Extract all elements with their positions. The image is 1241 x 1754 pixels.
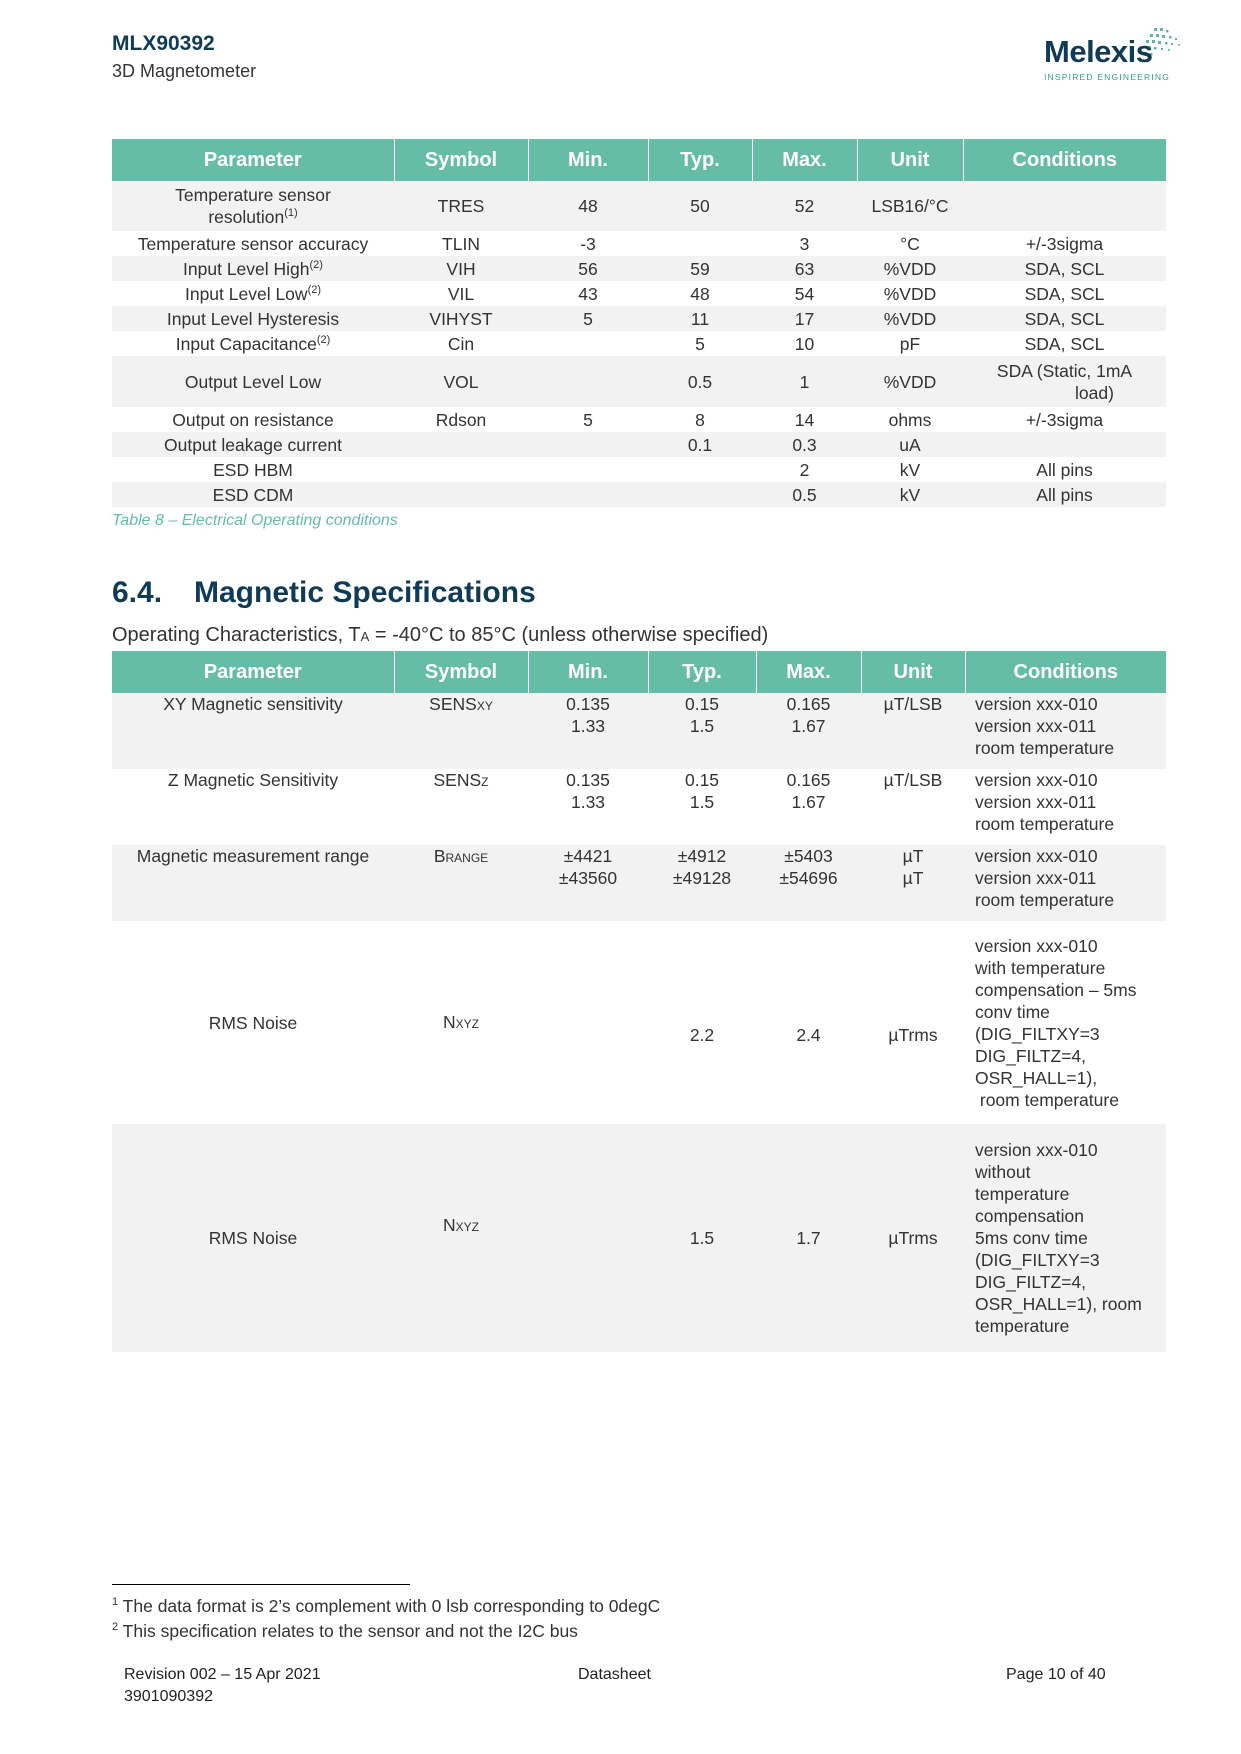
table-row (112, 1124, 1166, 1352)
conditions-cell (965, 921, 1166, 1124)
col-header-typ: Typ. (648, 139, 752, 181)
max-cell: 2 (799, 459, 810, 480)
conditions-line: (DIG_FILTXY=3 (975, 1023, 1100, 1044)
typ-cell: 48 (690, 283, 710, 304)
unit-value: µT (902, 846, 924, 866)
melexis-logo (1040, 26, 1190, 86)
electrical-operating-conditions-table (112, 139, 1166, 507)
param-text: Output leakage current (163, 434, 343, 455)
conditions-line: room temperature (975, 738, 1115, 758)
min-value: 0.135 (566, 694, 610, 714)
col-header-max: Max. (752, 139, 857, 181)
footnote-1 (112, 1596, 660, 1617)
col-header-symbol: Symbol (394, 139, 528, 181)
footnote-text: This specification relates to the sensor and not the I2C bus (118, 1621, 578, 1641)
conditions-cell (965, 693, 1166, 769)
logo-wordmark: Melexis (1044, 34, 1153, 69)
max-cell: 1 (752, 356, 857, 407)
symbol-cell (394, 482, 528, 507)
min-cell (528, 356, 648, 407)
conditions-text-line2: load) (1075, 382, 1114, 403)
param-text: Output Level Low (184, 371, 322, 392)
conditions-line: (DIG_FILTXY=3 (975, 1250, 1100, 1270)
unit-value-2: µT (902, 868, 924, 888)
conditions-cell: All pins (963, 482, 1166, 507)
conditions-line: version xxx-010 (975, 770, 1098, 790)
typ-cell: 50 (648, 181, 752, 231)
unit-cell: µTrms (861, 1124, 965, 1352)
symbol-cell (394, 693, 528, 769)
unit-cell: %VDD (883, 283, 937, 304)
param-text: Input Level Low (184, 283, 308, 304)
footer-doc-type: Datasheet (578, 1666, 651, 1683)
typ-cell: 0.1 (648, 432, 752, 457)
symbol-cell: Cin (447, 333, 475, 354)
col-header-parameter: Parameter (112, 651, 394, 693)
table-caption: Table 8 – Electrical Operating conditions (112, 512, 398, 529)
unit-cell (861, 769, 965, 845)
product-title: MLX90392 (112, 32, 215, 55)
footnote-ref: (2) (307, 283, 322, 296)
min-cell (528, 482, 648, 507)
conditions-cell: +/-3sigma (1025, 409, 1104, 430)
footnote-text: The data format is 2’s complement with 0 lsb corresponding to 0degC (118, 1596, 661, 1616)
symbol-text: N (443, 1215, 456, 1235)
min-cell (528, 432, 648, 457)
param-cell: XY Magnetic sensitivity (112, 693, 394, 769)
unit-cell (861, 693, 965, 769)
intro-text: Operating Characteristics, T (112, 624, 361, 646)
conditions-line: temperature (975, 1184, 1070, 1204)
param-cell (112, 356, 394, 407)
col-header-parameter: Parameter (112, 139, 394, 181)
table-row (112, 231, 1166, 256)
conditions-line: compensation (975, 1206, 1084, 1226)
typ-value: 0.15 (684, 770, 720, 790)
footnote-ref: (1) (284, 207, 298, 220)
symbol-cell (394, 845, 528, 921)
conditions-line: version xxx-010 (975, 846, 1098, 866)
symbol-text: SENS (429, 694, 477, 714)
conditions-text: SDA (Static, 1mA (996, 360, 1133, 381)
section-intro (112, 624, 768, 647)
section-heading (112, 576, 536, 610)
unit-cell: %VDD (857, 256, 963, 281)
max-value-2: 1.67 (791, 792, 826, 812)
unit-value: µT/LSB (883, 694, 943, 714)
conditions-cell (963, 356, 1166, 407)
section-title: Magnetic Specifications (194, 576, 536, 609)
conditions-line: without (975, 1162, 1031, 1182)
table-row (112, 845, 1166, 921)
param-cell (112, 281, 394, 306)
conditions-cell (965, 769, 1166, 845)
symbol-subscript: XY (476, 699, 493, 713)
unit-cell: %VDD (857, 356, 963, 407)
col-header-min: Min. (528, 651, 648, 693)
symbol-cell (394, 457, 528, 482)
typ-value-2: ±49128 (672, 868, 732, 888)
symbol-cell (394, 769, 528, 845)
max-cell: 0.5 (752, 482, 857, 507)
conditions-cell: SDA, SCL (1024, 333, 1105, 354)
conditions-cell: SDA, SCL (1024, 283, 1105, 304)
conditions-line: version xxx-010 (975, 935, 1098, 956)
table-row (112, 693, 1166, 769)
unit-cell: kV (857, 482, 963, 507)
conditions-cell (963, 432, 1166, 457)
param-text: Temperature sensor (175, 185, 331, 205)
param-cell (112, 457, 394, 482)
param-cell (112, 306, 394, 331)
table-row (112, 356, 1166, 407)
min-cell: 43 (578, 283, 598, 304)
symbol-cell (394, 432, 528, 457)
typ-value-2: 1.5 (689, 716, 715, 736)
col-header-symbol: Symbol (394, 651, 528, 693)
unit-cell: pF (899, 333, 921, 354)
table-row (112, 256, 1166, 281)
param-cell (112, 181, 394, 231)
conditions-line: DIG_FILTZ=4, (975, 1272, 1087, 1292)
param-cell (112, 256, 394, 281)
param-cell (112, 231, 394, 256)
col-header-min: Min. (528, 139, 648, 181)
typ-cell: 8 (695, 409, 705, 430)
param-cell: Z Magnetic Sensitivity (167, 770, 339, 790)
param-cell (112, 407, 394, 432)
param-cell (112, 432, 394, 457)
max-value-2: ±54696 (779, 868, 838, 888)
footnote-2 (112, 1621, 578, 1642)
symbol-cell (394, 921, 528, 1124)
unit-cell: µTrms (888, 1024, 938, 1045)
min-cell: 56 (528, 256, 648, 281)
max-value: 0.165 (786, 770, 831, 790)
typ-cell: 1.5 (648, 1124, 756, 1352)
typ-cell (648, 693, 756, 769)
symbol-text: B (433, 846, 446, 866)
max-cell (756, 693, 861, 769)
param-cell: Magnetic measurement range (112, 845, 394, 921)
footnote-ref: (2) (309, 258, 323, 271)
conditions-line: room temperature (975, 814, 1115, 834)
conditions-cell: All pins (1036, 459, 1093, 480)
footer-revision: Revision 002 – 15 Apr 2021 (124, 1666, 321, 1683)
max-value: ±5403 (784, 846, 833, 866)
min-cell (528, 845, 648, 921)
conditions-line: DIG_FILTZ=4, (975, 1045, 1087, 1066)
intro-text-rest: = -40°C to 85°C (unless otherwise specified) (369, 624, 769, 646)
param-text: Input Capacitance (175, 333, 317, 354)
param-text: Input Level Hysteresis (166, 308, 340, 329)
symbol-cell: VOL (394, 356, 528, 407)
max-cell: 54 (794, 283, 815, 304)
conditions-line: 5ms conv time (975, 1228, 1088, 1248)
unit-cell: kV (899, 459, 921, 480)
max-cell: 17 (752, 306, 857, 331)
section-number: 6.4. (112, 576, 163, 609)
min-cell (528, 1124, 648, 1352)
typ-cell: 2.2 (689, 1024, 715, 1045)
min-cell: 5 (528, 306, 648, 331)
typ-value-2: 1.5 (689, 792, 715, 812)
min-cell (528, 693, 648, 769)
max-cell: 63 (752, 256, 857, 281)
min-value-2: 1.33 (570, 716, 606, 736)
typ-cell: 11 (648, 306, 752, 331)
conditions-cell (965, 1124, 1166, 1352)
conditions-line: OSR_HALL=1), room (975, 1294, 1142, 1314)
conditions-cell: SDA, SCL (963, 256, 1166, 281)
symbol-cell: Rdson (435, 409, 487, 430)
typ-value: 0.15 (684, 694, 720, 714)
max-cell: 1.7 (756, 1124, 861, 1352)
param-text: ESD HBM (213, 459, 293, 480)
col-header-typ: Typ. (648, 651, 756, 693)
max-cell: 52 (752, 181, 857, 231)
max-cell (756, 769, 861, 845)
footnote-number: 1 (112, 1596, 119, 1609)
max-cell: 2.4 (796, 1024, 821, 1045)
table-header-row (112, 651, 1166, 693)
max-cell: 3 (799, 233, 810, 254)
typ-cell (648, 769, 756, 845)
symbol-cell: TRES (394, 181, 528, 231)
logo-tagline: INSPIRED ENGINEERING (1044, 72, 1171, 82)
col-header-unit: Unit (861, 651, 965, 693)
col-header-unit: Unit (857, 139, 963, 181)
conditions-line: version xxx-010 (975, 694, 1098, 714)
table-row (112, 331, 1166, 356)
symbol-subscript: RANGE (445, 851, 489, 865)
max-value-2: 1.67 (791, 716, 826, 736)
max-cell: 10 (794, 333, 815, 354)
min-value-2: ±43560 (558, 868, 618, 888)
symbol-cell: VIL (447, 283, 475, 304)
symbol-cell: VIHYST (394, 306, 528, 331)
table-row (112, 482, 1166, 507)
col-header-conditions: Conditions (965, 651, 1166, 693)
footer-doc-number: 3901090392 (124, 1688, 213, 1705)
conditions-line: room temperature (975, 890, 1115, 910)
unit-cell: ohms (888, 409, 932, 430)
typ-value: ±4912 (677, 846, 727, 866)
min-cell (528, 331, 648, 356)
unit-cell (861, 845, 965, 921)
table-header-row (112, 139, 1166, 181)
param-text: Temperature sensor accuracy (137, 233, 369, 254)
param-cell (112, 331, 394, 356)
min-cell: -3 (580, 233, 596, 254)
typ-cell (648, 845, 756, 921)
conditions-line: conv time (975, 1001, 1050, 1022)
table-row (112, 921, 1166, 1124)
typ-cell (648, 482, 752, 507)
max-value: 0.165 (786, 694, 831, 714)
product-subtitle: 3D Magnetometer (112, 61, 257, 81)
unit-cell: LSB16/°C (857, 181, 963, 231)
symbol-subscript: XYZ (455, 1016, 479, 1031)
param-text: Input Level High (183, 258, 310, 279)
unit-cell: uA (857, 432, 963, 457)
typ-cell (648, 231, 752, 256)
max-cell: 14 (794, 409, 815, 430)
symbol-subscript: XYZ (455, 1220, 479, 1234)
unit-value: µT/LSB (883, 770, 943, 790)
footnote-separator (112, 1584, 410, 1585)
min-value: ±4421 (563, 846, 613, 866)
min-cell (528, 457, 648, 482)
conditions-line: version xxx-010 (975, 1140, 1098, 1160)
symbol-cell: TLIN (442, 233, 480, 254)
conditions-line: OSR_HALL=1), (975, 1067, 1098, 1088)
min-cell (528, 769, 648, 845)
footnote-number: 2 (112, 1621, 119, 1634)
min-cell: 48 (528, 181, 648, 231)
min-value: 0.135 (566, 770, 610, 790)
param-text: ESD CDM (212, 484, 294, 505)
table-row (112, 181, 1166, 231)
conditions-cell (963, 181, 1166, 231)
typ-cell: 0.5 (648, 356, 752, 407)
table-row (112, 306, 1166, 331)
conditions-line: room temperature (975, 1089, 1119, 1110)
footnote-ref: (2) (316, 333, 331, 346)
min-cell: 5 (583, 409, 593, 430)
symbol-subscript: Z (481, 775, 489, 789)
col-header-max: Max. (756, 651, 861, 693)
param-cell: RMS Noise (208, 1012, 298, 1033)
magnetic-specifications-table (112, 651, 1166, 1352)
symbol-text: N (443, 1011, 456, 1032)
unit-cell: °C (900, 233, 920, 254)
param-text-line2: resolution (208, 207, 285, 227)
symbol-cell (394, 1124, 528, 1352)
intro-subscript: A (360, 629, 370, 644)
typ-cell: 5 (695, 333, 705, 354)
conditions-line: version xxx-011 (975, 792, 1097, 812)
unit-cell: %VDD (857, 306, 963, 331)
param-cell (112, 482, 394, 507)
table-row (112, 432, 1166, 457)
typ-cell (648, 457, 752, 482)
table-row (112, 407, 1166, 432)
min-value-2: 1.33 (570, 792, 606, 812)
table-row (112, 769, 1166, 845)
footer-page-number: Page 10 of 40 (1006, 1666, 1106, 1683)
table-row (112, 281, 1166, 306)
conditions-line: temperature (975, 1316, 1070, 1336)
typ-cell: 59 (648, 256, 752, 281)
conditions-cell (965, 845, 1166, 921)
table-row (112, 457, 1166, 482)
conditions-line: version xxx-011 (975, 868, 1097, 888)
param-text: Output on resistance (172, 409, 334, 430)
conditions-cell: +/-3sigma (1025, 233, 1104, 254)
max-cell (756, 845, 861, 921)
param-cell: RMS Noise (112, 1124, 394, 1352)
symbol-cell: VIH (394, 256, 528, 281)
conditions-line: with temperature (975, 957, 1106, 978)
min-cell (528, 921, 648, 1124)
max-cell: 0.3 (752, 432, 857, 457)
conditions-line: compensation – 5ms (975, 979, 1137, 1000)
col-header-conditions: Conditions (963, 139, 1166, 181)
conditions-line: version xxx-011 (975, 716, 1097, 736)
conditions-cell: SDA, SCL (963, 306, 1166, 331)
symbol-text: SENS (433, 770, 482, 790)
